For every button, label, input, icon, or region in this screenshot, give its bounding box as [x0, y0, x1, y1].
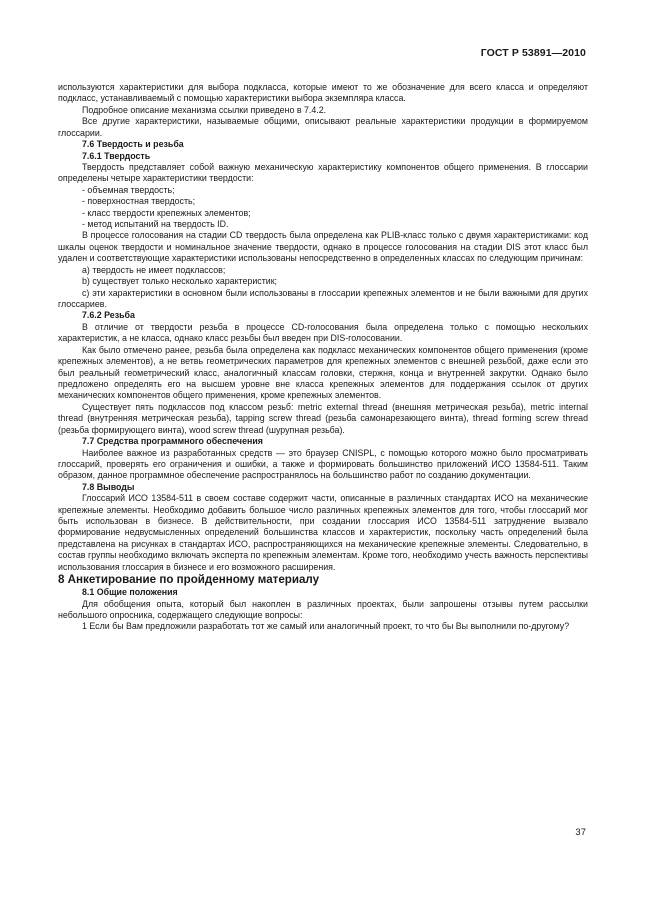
paragraph: Существует пять подклассов под классом резьб: metric external thread (внешняя метрическая резьба), metric internal thread (внутренняя метрическая резьба), tapping screw thread (резьба самонарезающего винта), thread forming screw thread (резьба формирующего винта), wood screw thread (шурупная резьба).	[58, 401, 588, 435]
paragraph: 1 Если бы Вам предложили разработать тот же самый или аналогичный проект, то что бы Вы выполнили по-другому?	[82, 621, 570, 632]
page-body	[58, 82, 588, 633]
section-heading-7-8: 7.8 Выводы	[82, 481, 135, 492]
section-heading-7-6-1: 7.6.1 Твердость	[82, 150, 151, 161]
list-item: а) твердость не имеет подклассов;	[82, 264, 226, 275]
paragraph: Все другие характеристики, называемые общими, описывают реальные характеристики продукции в формируемом глоссарии.	[58, 116, 588, 138]
section-heading-8: 8 Анкетирование по пройденному материалу	[58, 573, 320, 587]
paragraph: Подробное описание механизма ссылки приведено в 7.4.2.	[82, 104, 327, 115]
section-heading-7-6-2: 7.6.2 Резьба	[82, 310, 135, 321]
paragraph: В процессе голосования на стадии CD твердость была определена как PLIB-класс только с двумя характеристиками: код шкалы оценок твердости и номинальное значение твердости, однако в процессе голосования на стадии DIS этот класс был удален и соответствующие характеристики использованы непосредственно в определенных классах по следующим причинам:	[58, 230, 588, 264]
list-item: с) эти характеристики в основном были использованы в глоссарии крепежных элементов и не были важными для других глоссариев.	[58, 287, 588, 310]
list-item: - объемная твердость;	[82, 184, 175, 195]
paragraph: Глоссарий ИСО 13584-511 в своем составе содержит части, описанные в различных стандартах ИСО на механические крепежные элементы. Необходимо добавить большое число различных крепежных элементов для того, чтобы глоссарий мог быть использован в бизнесе. В действительности, при создании глоссария ИСО 13584-511 затруднение вызвало формирование недвусмысленных определений большинства классов и характеристик, поскольку часть определений была представлена на рисунках в стандартах ИСО, распространяющихся на механические крепежные элементы. Следовательно, в состав группы необходимо включать эксперта по крепежным элементам. Кроме того, необходимо учесть важность перспективы использования глоссария в бизнесе и его возможного расширения.	[58, 493, 588, 572]
paragraph: используются характеристики для выбора подкласса, которые имеют то же обозначение для всего класса и определяют подкласс, устанавливаемый с помощью характеристики выбора экземпляра класса.	[58, 82, 588, 104]
paragraph: Как было отмечено ранее, резьба была определена как подкласс механических компонентов общего применения (кроме крепежных элементов), а не ветвь геометрических параметров для крепежных элементов с внешней резьбой, даже если это был реальный геометрический класс, аналогичный классам головки, стержня, конца и внутренней закрутки. Однако было предложено определять его на высшем уровне вне класса крепежных элементов для поддержания ссылок от других механических компонентов общего применения, кроме крепежных элементов.	[58, 344, 588, 401]
list-item: - метод испытаний на твердость ID.	[82, 219, 229, 230]
paragraph: В отличие от твердости резьба в процессе CD-голосования была определена только с помощью нескольких характеристик, а не класса, однако класс резьбы был введен при DIS-голосовании.	[58, 321, 588, 344]
section-heading-8-1: 8.1 Общие положения	[82, 587, 178, 598]
list-item: - класс твердости крепежных элементов;	[82, 207, 251, 218]
section-heading-7-7: 7.7 Средства программного обеспечения	[82, 436, 263, 447]
paragraph: Твердость представляет собой важную механическую характеристику компонентов общего применения. В глоссарии определены четыре характеристики твердости:	[58, 161, 588, 184]
list-item: b) существует только несколько характеристик;	[82, 276, 278, 287]
list-item: - поверхностная твердость;	[82, 196, 196, 207]
paragraph: Наиболее важное из разработанных средств — это браузер CNISPL, с помощью которого можно было просматривать глоссарий, проверять его ограничения и ошибки, а также и формировать большинство приложений ИСО 13584-511. Таким образом, данное программное обеспечение распространялось на большинство работ по созданию документации.	[58, 447, 588, 481]
section-heading-7-6: 7.6 Твердость и резьба	[82, 139, 184, 150]
page-number: 37	[575, 827, 586, 838]
paragraph: Для обобщения опыта, который был накоплен в различных проектах, были запрошены отзывы путем рассылки небольшого опросника, содержащего следующие вопросы:	[58, 598, 588, 620]
document-number: ГОСТ Р 53891—2010	[480, 47, 586, 59]
